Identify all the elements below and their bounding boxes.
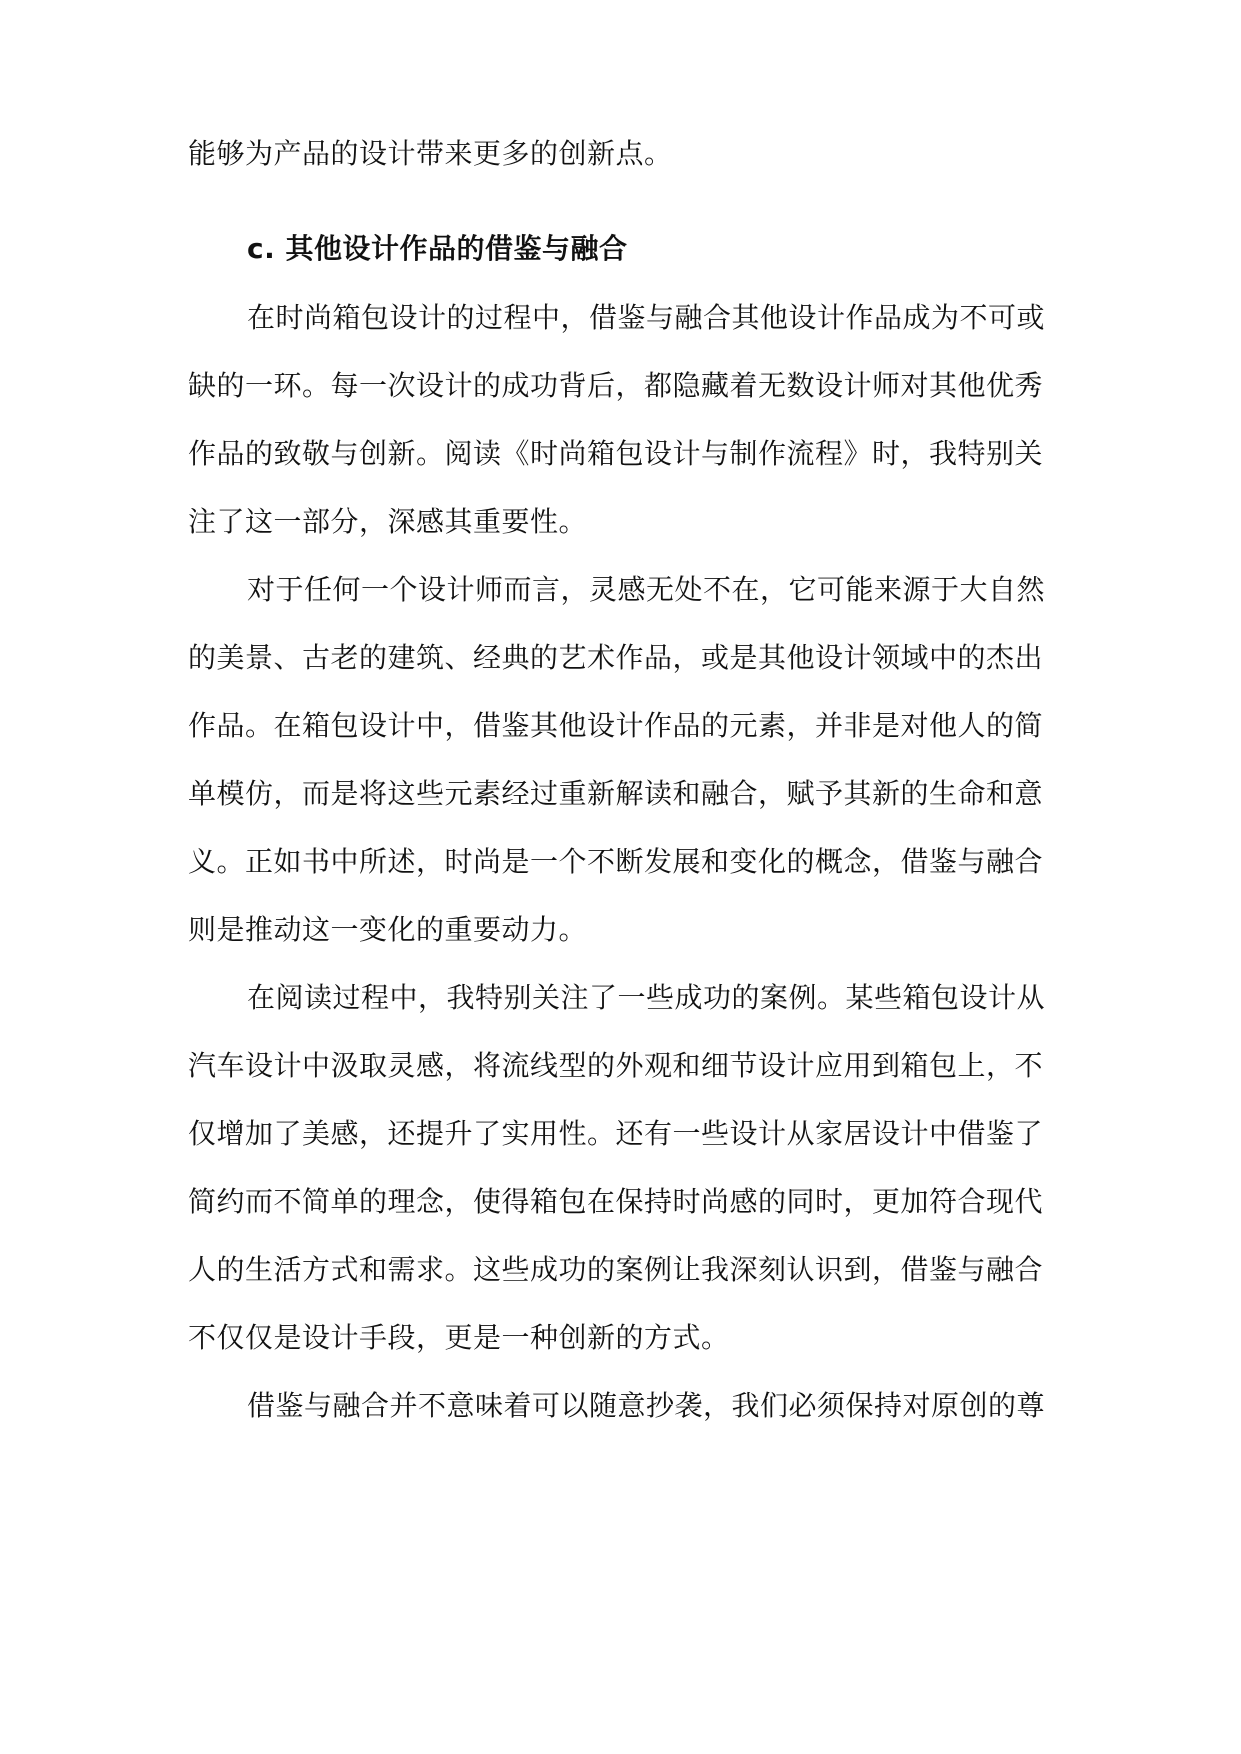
text-line: 作品的致敬与创新。阅读《时尚箱包设计与制作流程》时，我特别关 bbox=[188, 437, 1044, 470]
text-line: 作品。在箱包设计中，借鉴其他设计作品的元素，并非是对他人的简 bbox=[188, 709, 1044, 742]
text-line: 义。正如书中所述，时尚是一个不断发展和变化的概念，借鉴与融合 bbox=[188, 845, 1044, 878]
text-line: 注了这一部分，深感其重要性。 bbox=[188, 505, 588, 538]
text-line: 汽车设计中汲取灵感，将流线型的外观和细节设计应用到箱包上，不 bbox=[188, 1049, 1044, 1082]
text-line: 在阅读过程中，我特别关注了一些成功的案例。某些箱包设计从 bbox=[247, 981, 1046, 1014]
section-heading: c. 其他设计作品的借鉴与融合 bbox=[247, 232, 628, 265]
text-line: 对于任何一个设计师而言，灵感无处不在，它可能来源于大自然 bbox=[247, 573, 1046, 606]
text-line: 能够为产品的设计带来更多的创新点。 bbox=[188, 137, 673, 170]
text-line: 缺的一环。每一次设计的成功背后，都隐藏着无数设计师对其他优秀 bbox=[188, 369, 1044, 402]
text-line: 人的生活方式和需求。这些成功的案例让我深刻认识到，借鉴与融合 bbox=[188, 1253, 1044, 1286]
text-line: 单模仿，而是将这些元素经过重新解读和融合，赋予其新的生命和意 bbox=[188, 777, 1044, 810]
text-line: 不仅仅是设计手段，更是一种创新的方式。 bbox=[188, 1321, 730, 1354]
text-line: 仅增加了美感，还提升了实用性。还有一些设计从家居设计中借鉴了 bbox=[188, 1117, 1044, 1150]
text-line: 的美景、古老的建筑、经典的艺术作品，或是其他设计领域中的杰出 bbox=[188, 641, 1044, 674]
text-line: 借鉴与融合并不意味着可以随意抄袭，我们必须保持对原创的尊 bbox=[247, 1389, 1046, 1422]
text-line: 则是推动这一变化的重要动力。 bbox=[188, 913, 588, 946]
text-line: 简约而不简单的理念，使得箱包在保持时尚感的同时，更加符合现代 bbox=[188, 1185, 1044, 1218]
text-line: 在时尚箱包设计的过程中，借鉴与融合其他设计作品成为不可或 bbox=[247, 301, 1046, 334]
